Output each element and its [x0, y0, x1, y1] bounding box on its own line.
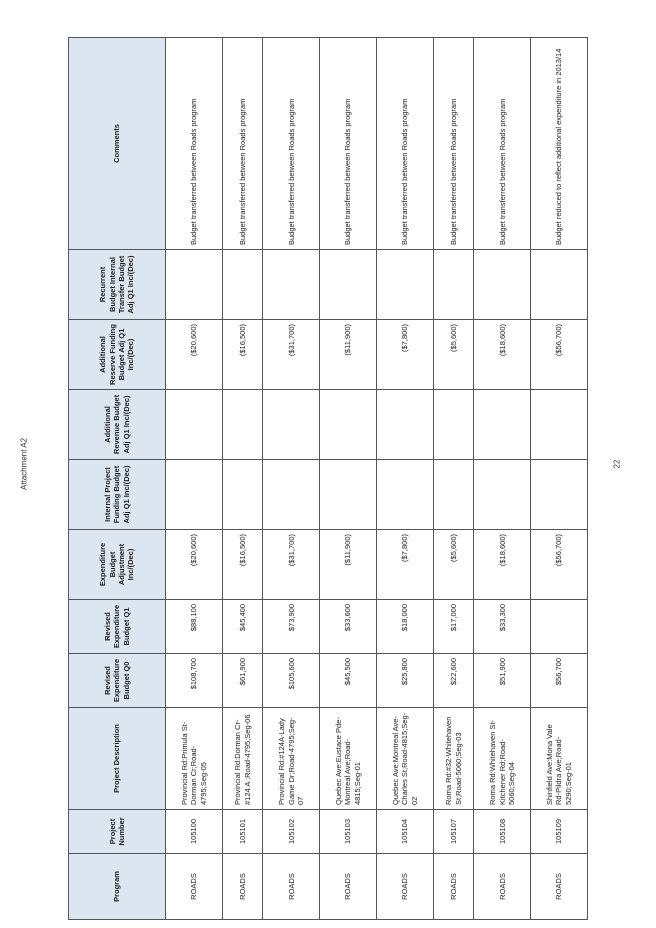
- table-cell: $33,600: [320, 600, 377, 654]
- table-cell: $88,100: [166, 600, 223, 654]
- table-cell: ROADS: [320, 854, 377, 920]
- table-cell: ($7,800): [376, 530, 433, 600]
- table-cell: [222, 460, 263, 530]
- column-header: Additional Revenue Budget Adj Q1 Inc/(Dec): [69, 390, 166, 460]
- table-cell: [531, 250, 588, 320]
- table-cell: Budget transferred between Roads program: [433, 38, 474, 250]
- table-cell: ROADS: [222, 854, 263, 920]
- table-cell: [531, 460, 588, 530]
- table-cell: $56,700: [531, 654, 588, 708]
- table-row: [263, 38, 320, 920]
- table-cell: Provincial Rd:#124A-Lady Game Dr;Road-4795;Seg-07: [263, 708, 320, 810]
- table-cell: Provincial Rd:Primula St-Dorman Cr;Road-4795;Seg-05: [166, 708, 223, 810]
- table-cell: $73,900: [263, 600, 320, 654]
- table-cell: ROADS: [263, 854, 320, 920]
- table-cell: $17,000: [433, 600, 474, 654]
- column-header: Comments: [69, 38, 166, 250]
- table-cell: [222, 390, 263, 460]
- table-cell: [166, 460, 223, 530]
- column-header: Expenditure Budget Adjustment Inc/(Dec): [69, 530, 166, 600]
- table-cell: [320, 250, 377, 320]
- table-cell: Budget transferred between Roads program: [474, 38, 531, 250]
- table-cell: [263, 460, 320, 530]
- table-cell: ($18,600): [474, 530, 531, 600]
- column-header: Revised Expenditure Budget Q0: [69, 654, 166, 708]
- table-row: [531, 38, 588, 920]
- table-cell: 105104: [376, 810, 433, 854]
- table-cell: [474, 250, 531, 320]
- table-cell: $18,000: [376, 600, 433, 654]
- table-cell: [376, 460, 433, 530]
- table-cell: [376, 250, 433, 320]
- table-cell: 105107: [433, 810, 474, 854]
- table-cell: 105103: [320, 810, 377, 854]
- column-header: Recurrent Budget Internal Transfer Budget Adj Q1 Inc/(Dec): [69, 250, 166, 320]
- table-cell: [166, 250, 223, 320]
- table-row: [222, 38, 263, 920]
- table-cell: Budget transferred between Roads program: [320, 38, 377, 250]
- table-cell: Roma Rd:Whitehaven St-Kitchener Rd;Road-5060;Seg-04: [474, 708, 531, 810]
- table-cell: [320, 460, 377, 530]
- column-header: Project Number: [69, 810, 166, 854]
- table-cell: ($11,900): [320, 530, 377, 600]
- table-cell: [531, 390, 588, 460]
- table-cell: [263, 250, 320, 320]
- table-body: [166, 38, 588, 920]
- table-cell: 105102: [263, 810, 320, 854]
- page-number: 22: [612, 459, 622, 469]
- table-cell: Budget transferred between Roads program: [376, 38, 433, 250]
- table-cell: $61,900: [222, 654, 263, 708]
- table-row: [433, 38, 474, 920]
- table-row: [166, 38, 223, 920]
- table-cell: Quebec Ave:Montreal Ave-Charles St;Road-4815;Seg-02: [376, 708, 433, 810]
- table-cell: ($16,500): [222, 320, 263, 390]
- table-cell: ($11,900): [320, 320, 377, 390]
- table-cell: ($18,600): [474, 320, 531, 390]
- table-cell: [320, 390, 377, 460]
- table-cell: [531, 600, 588, 654]
- table-row: [474, 38, 531, 920]
- table-cell: ROADS: [433, 854, 474, 920]
- table-cell: Budget transferred between Roads program: [166, 38, 223, 250]
- table-cell: [263, 390, 320, 460]
- table-cell: ROADS: [474, 854, 531, 920]
- budget-table-container: [68, 38, 588, 920]
- table-row: [376, 38, 433, 920]
- table-row: [320, 38, 377, 920]
- table-cell: $22,600: [433, 654, 474, 708]
- table-cell: ($20,600): [166, 320, 223, 390]
- table-cell: Budget transferred between Roads program: [263, 38, 320, 250]
- table-cell: $33,300: [474, 600, 531, 654]
- table-cell: ($56,700): [531, 530, 588, 600]
- table-cell: ROADS: [376, 854, 433, 920]
- table-cell: ($20,600): [166, 530, 223, 600]
- column-header: Program: [69, 854, 166, 920]
- table-cell: [433, 390, 474, 460]
- attachment-label: Attachment A2: [19, 437, 29, 491]
- table-cell: [433, 250, 474, 320]
- table-cell: $105,600: [263, 654, 320, 708]
- table-cell: Shinfield Ave:Mona Vale Rd-Pildra Ave;Road-5290;Seg-01: [531, 708, 588, 810]
- table-cell: ROADS: [531, 854, 588, 920]
- table-header-row: [69, 38, 166, 920]
- table-cell: 105109: [531, 810, 588, 854]
- table-cell: $25,800: [376, 654, 433, 708]
- table-cell: [474, 390, 531, 460]
- column-header: Internal Project Funding Budget Adj Q1 Inc/(Dec): [69, 460, 166, 530]
- table-cell: ($56,700): [531, 320, 588, 390]
- table-cell: Budget transferred between Roads program: [222, 38, 263, 250]
- table-cell: ($31,700): [263, 320, 320, 390]
- column-header: Additional Reserve Funding Budget Adj Q1 Inc/(Dec): [69, 320, 166, 390]
- table-cell: $51,900: [474, 654, 531, 708]
- table-cell: ROADS: [166, 854, 223, 920]
- table-cell: 105100: [166, 810, 223, 854]
- column-header: Revised Expenditure Budget Q1: [69, 600, 166, 654]
- table-cell: ($5,600): [433, 320, 474, 390]
- table-cell: $108,700: [166, 654, 223, 708]
- table-cell: $45,500: [320, 654, 377, 708]
- table-cell: 105101: [222, 810, 263, 854]
- column-header: Project Description: [69, 708, 166, 810]
- table-cell: ($16,500): [222, 530, 263, 600]
- table-cell: ($5,600): [433, 530, 474, 600]
- table-cell: Quebec Ave:Eustace Pde-Montreal Ave;Road-4815;Seg-01: [320, 708, 377, 810]
- table-cell: ($7,800): [376, 320, 433, 390]
- table-cell: [433, 460, 474, 530]
- table-cell: [166, 390, 223, 460]
- budget-table: [68, 37, 588, 920]
- table-cell: $45,400: [222, 600, 263, 654]
- table-cell: Budget reduced to reflect additional expenditure in 2013/14: [531, 38, 588, 250]
- table-cell: [222, 250, 263, 320]
- table-cell: Provincial Rd:Dorman Cr-#124 A ;Road-4795;Seg-06: [222, 708, 263, 810]
- table-cell: [376, 390, 433, 460]
- table-cell: ($31,700): [263, 530, 320, 600]
- table-cell: [474, 460, 531, 530]
- table-cell: Roma Rd:#32-Whitehaven St;Road-5060;Seg-03: [433, 708, 474, 810]
- table-cell: 105108: [474, 810, 531, 854]
